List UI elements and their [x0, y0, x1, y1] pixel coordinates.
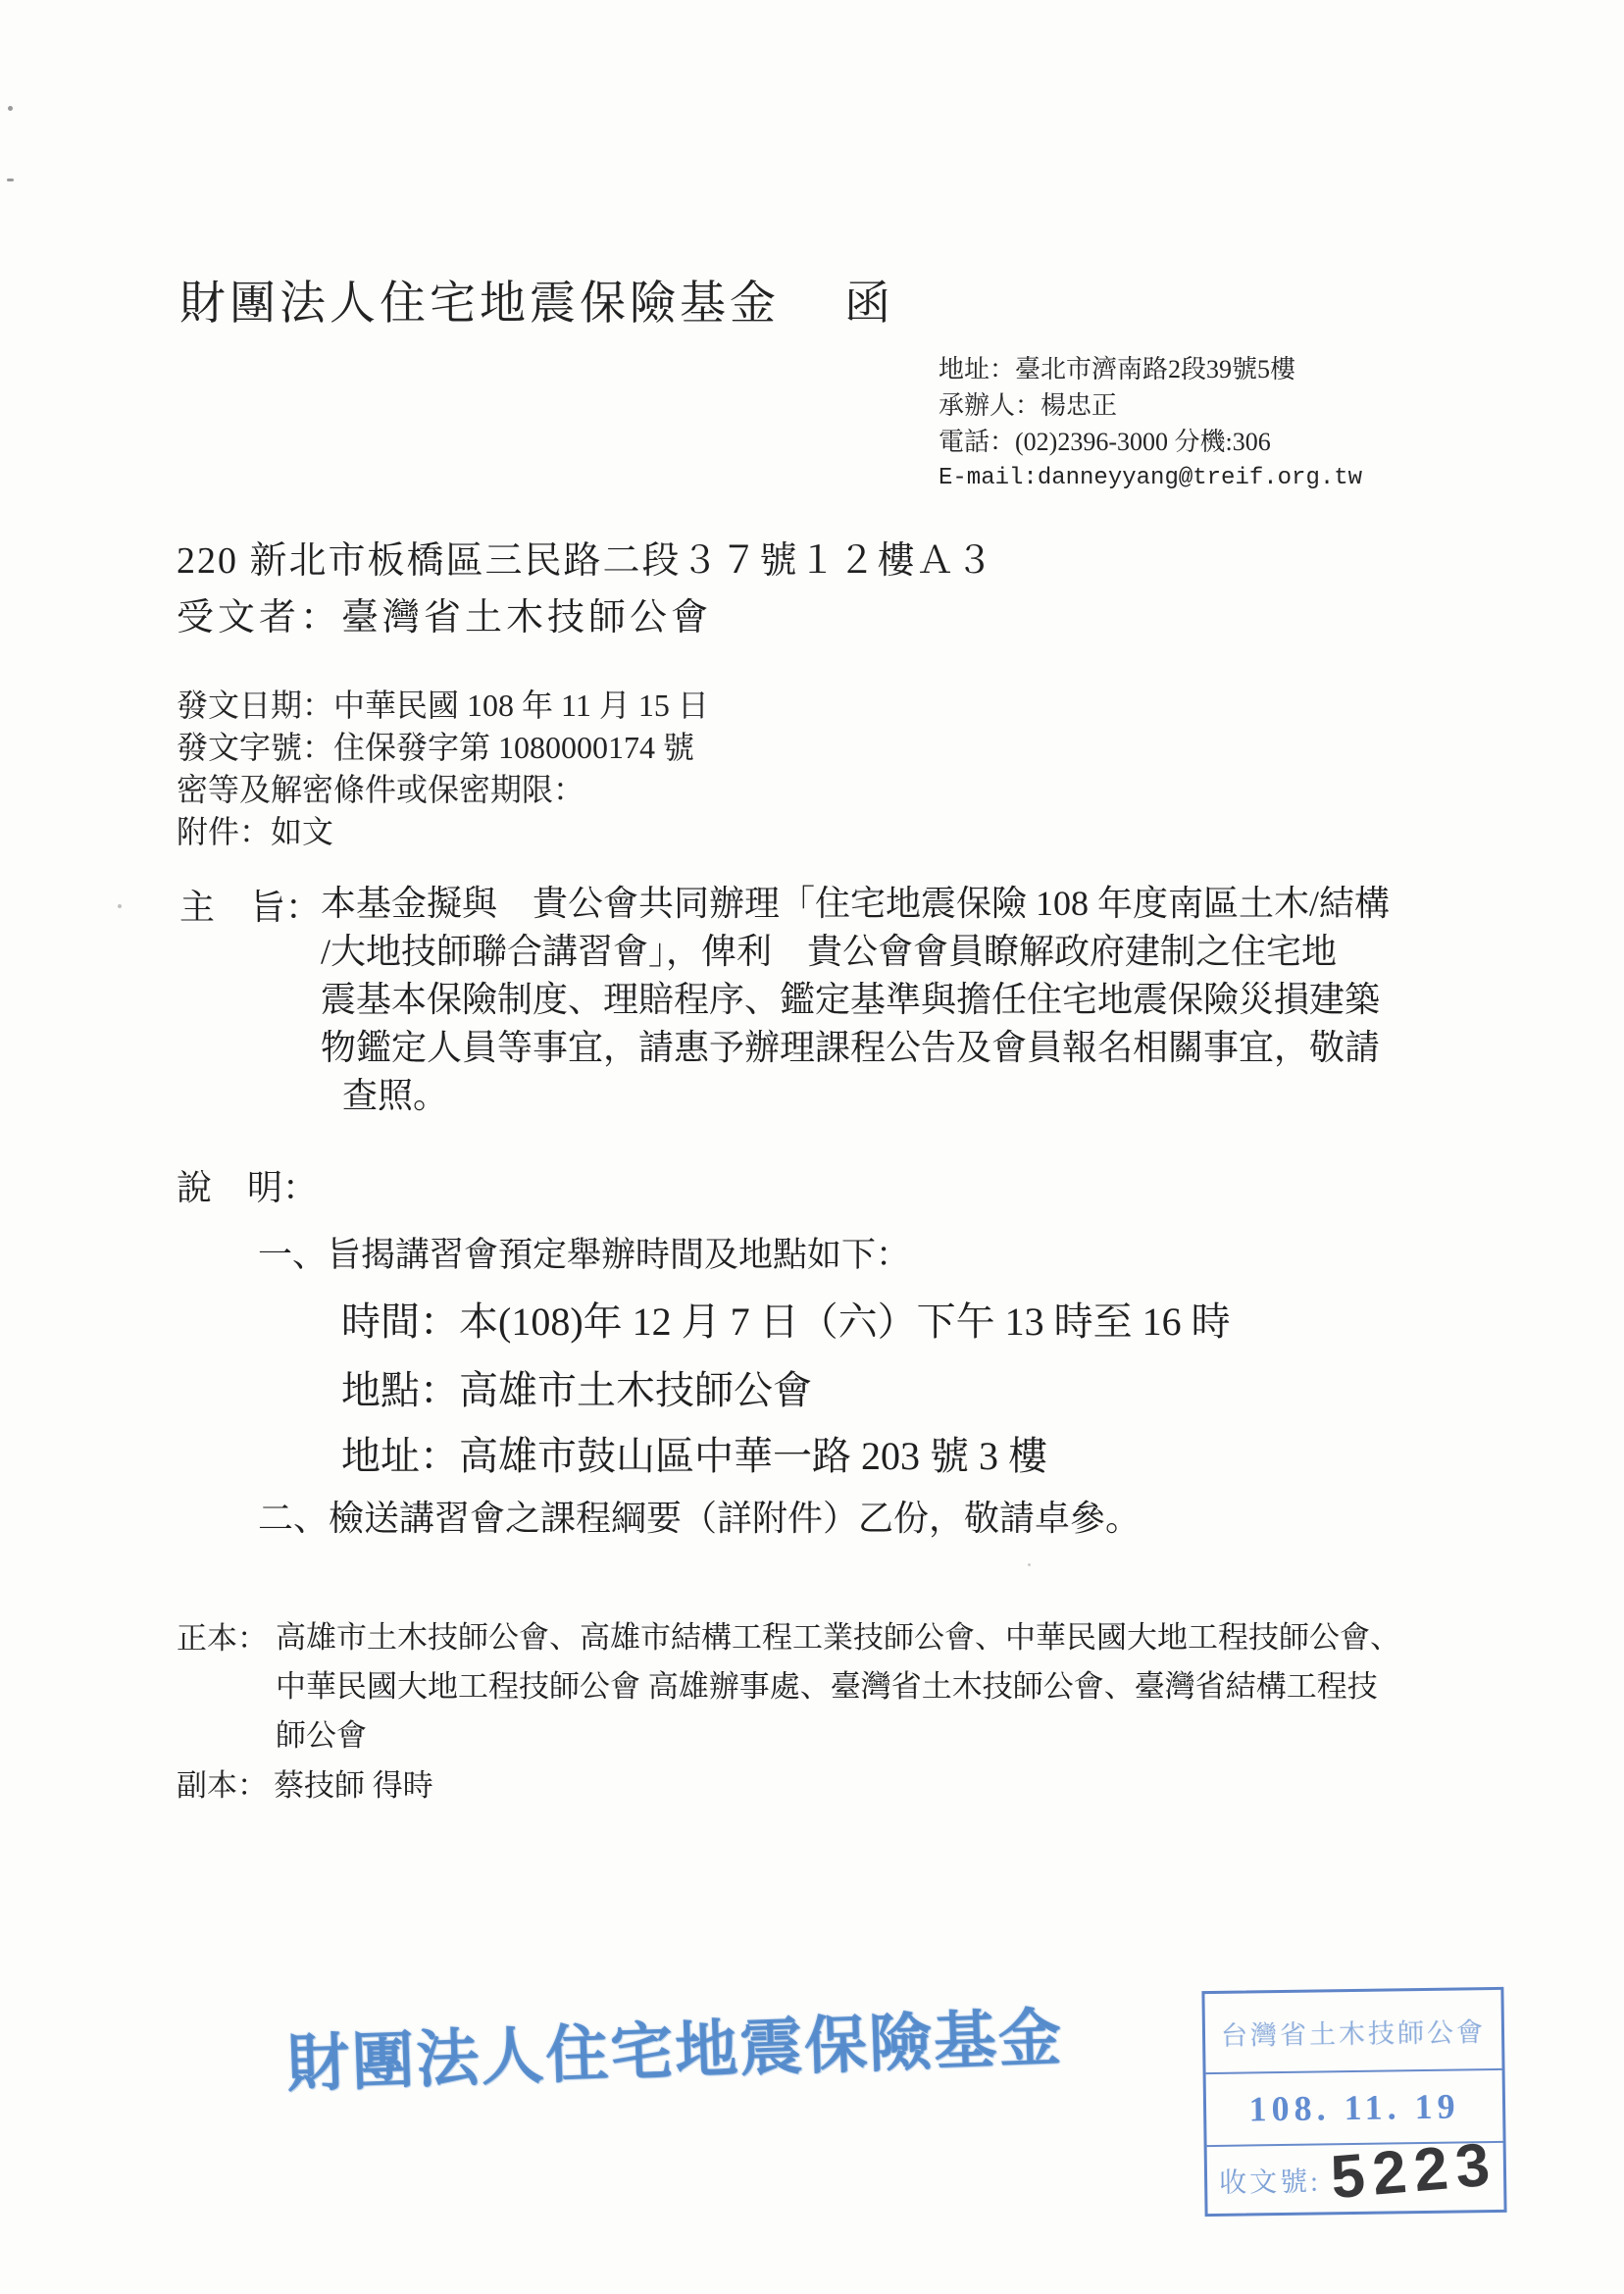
event-time: 時間：本(108)年 12 月 7 日（六）下午 13 時至 16 時: [341, 1300, 1231, 1344]
subject-line: 震基本保險制度、理賠程序、鑑定基準與擔任住宅地震保險災損建築: [321, 980, 1381, 1019]
subject-body: [321, 880, 1419, 1120]
subject-label: 主 旨：: [179, 888, 322, 927]
sender-email: E-mail:danneyyang@treif.org.tw: [939, 465, 1363, 491]
subject-line: 本基金擬與 貴公會共同辦理「住宅地震保險 108 年度南區土木/結構: [321, 884, 1391, 923]
description-item-2: 二、檢送講習會之課程綱要（詳附件）乙份，敬請卓參。: [258, 1499, 1142, 1538]
sender-contact-person: 承辦人：楊忠正: [939, 391, 1118, 420]
subject-line: 查照。: [342, 1076, 449, 1115]
classification: 密等及解密條件或保密期限：: [177, 772, 585, 807]
scan-speck: [8, 106, 13, 111]
carbon-copy-row: [177, 1760, 433, 1805]
recipient-postal-address: 220 新北市板橋區三民路二段３７號１２樓Ａ３: [177, 540, 995, 582]
issue-date: 發文日期：中華民國 108 年 11 月 15 日: [177, 688, 709, 723]
original-copy-line: 師公會: [276, 1718, 367, 1753]
sender-address: 地址：臺北市濟南路2段39號5樓: [939, 355, 1296, 383]
original-copy-line: 中華民國大地工程技師公會 高雄辦事處、臺灣省土木技師公會、臺灣省結構工程技: [276, 1669, 1378, 1704]
scan-speck: [7, 178, 14, 181]
receipt-number-row: [1207, 2130, 1504, 2215]
receipt-stamp-org: 台灣省土木技師公會: [1204, 1990, 1501, 2074]
doc-type-label: 函: [844, 279, 894, 330]
receipt-stamp-box: [1201, 1987, 1506, 2217]
subject-line: /大地技師聯合講習會」，俾利 貴公會會員瞭解政府建制之住宅地: [321, 932, 1338, 971]
sender-contact-block: [939, 351, 1362, 496]
receipt-number-handwritten: 5223: [1328, 2130, 1500, 2213]
event-venue: 地點：高雄市土木技師公會: [341, 1368, 812, 1412]
carbon-copy-label: 副本：: [177, 1768, 268, 1803]
letter-header: [179, 267, 894, 332]
subject-line: 物鑑定人員等事宜，請惠予辦理課程公告及會員報名相關事宜，敬請: [321, 1028, 1381, 1067]
scan-speck: [118, 904, 122, 908]
carbon-copy-value: 蔡技師 得時: [274, 1768, 433, 1803]
description-label: 說 明：: [177, 1168, 319, 1207]
recipient-addressee: 受文者：臺灣省土木技師公會: [177, 597, 713, 638]
event-venue-address: 地址：高雄市鼓山區中華一路 203 號 3 樓: [341, 1434, 1047, 1478]
document-meta-block: [177, 685, 709, 853]
original-copy-line: 高雄市土木技師公會、高雄市結構工程工業技師公會、中華民國大地工程技師公會、: [276, 1620, 1400, 1655]
org-ink-stamp: 財團法人住宅地震保險基金: [285, 2003, 1065, 2100]
receipt-number-label: 收文號:: [1218, 2166, 1322, 2199]
ref-number: 發文字號：住保發字第 1080000174 號: [177, 730, 695, 765]
scan-speck: [1028, 1563, 1031, 1566]
org-title: 財團法人住宅地震保險基金: [179, 279, 780, 330]
receipt-stamp-date: 108. 11. 19: [1206, 2070, 1503, 2147]
original-copy-recipients: [276, 1613, 1400, 1760]
attachment-note: 附件：如文: [177, 814, 334, 849]
sender-phone: 電話：(02)2396-3000 分機:306: [939, 428, 1271, 456]
description-item-1: 一、旨揭講習會預定舉辦時間及地點如下：: [258, 1236, 911, 1274]
original-copy-label: 正本：: [177, 1621, 268, 1656]
